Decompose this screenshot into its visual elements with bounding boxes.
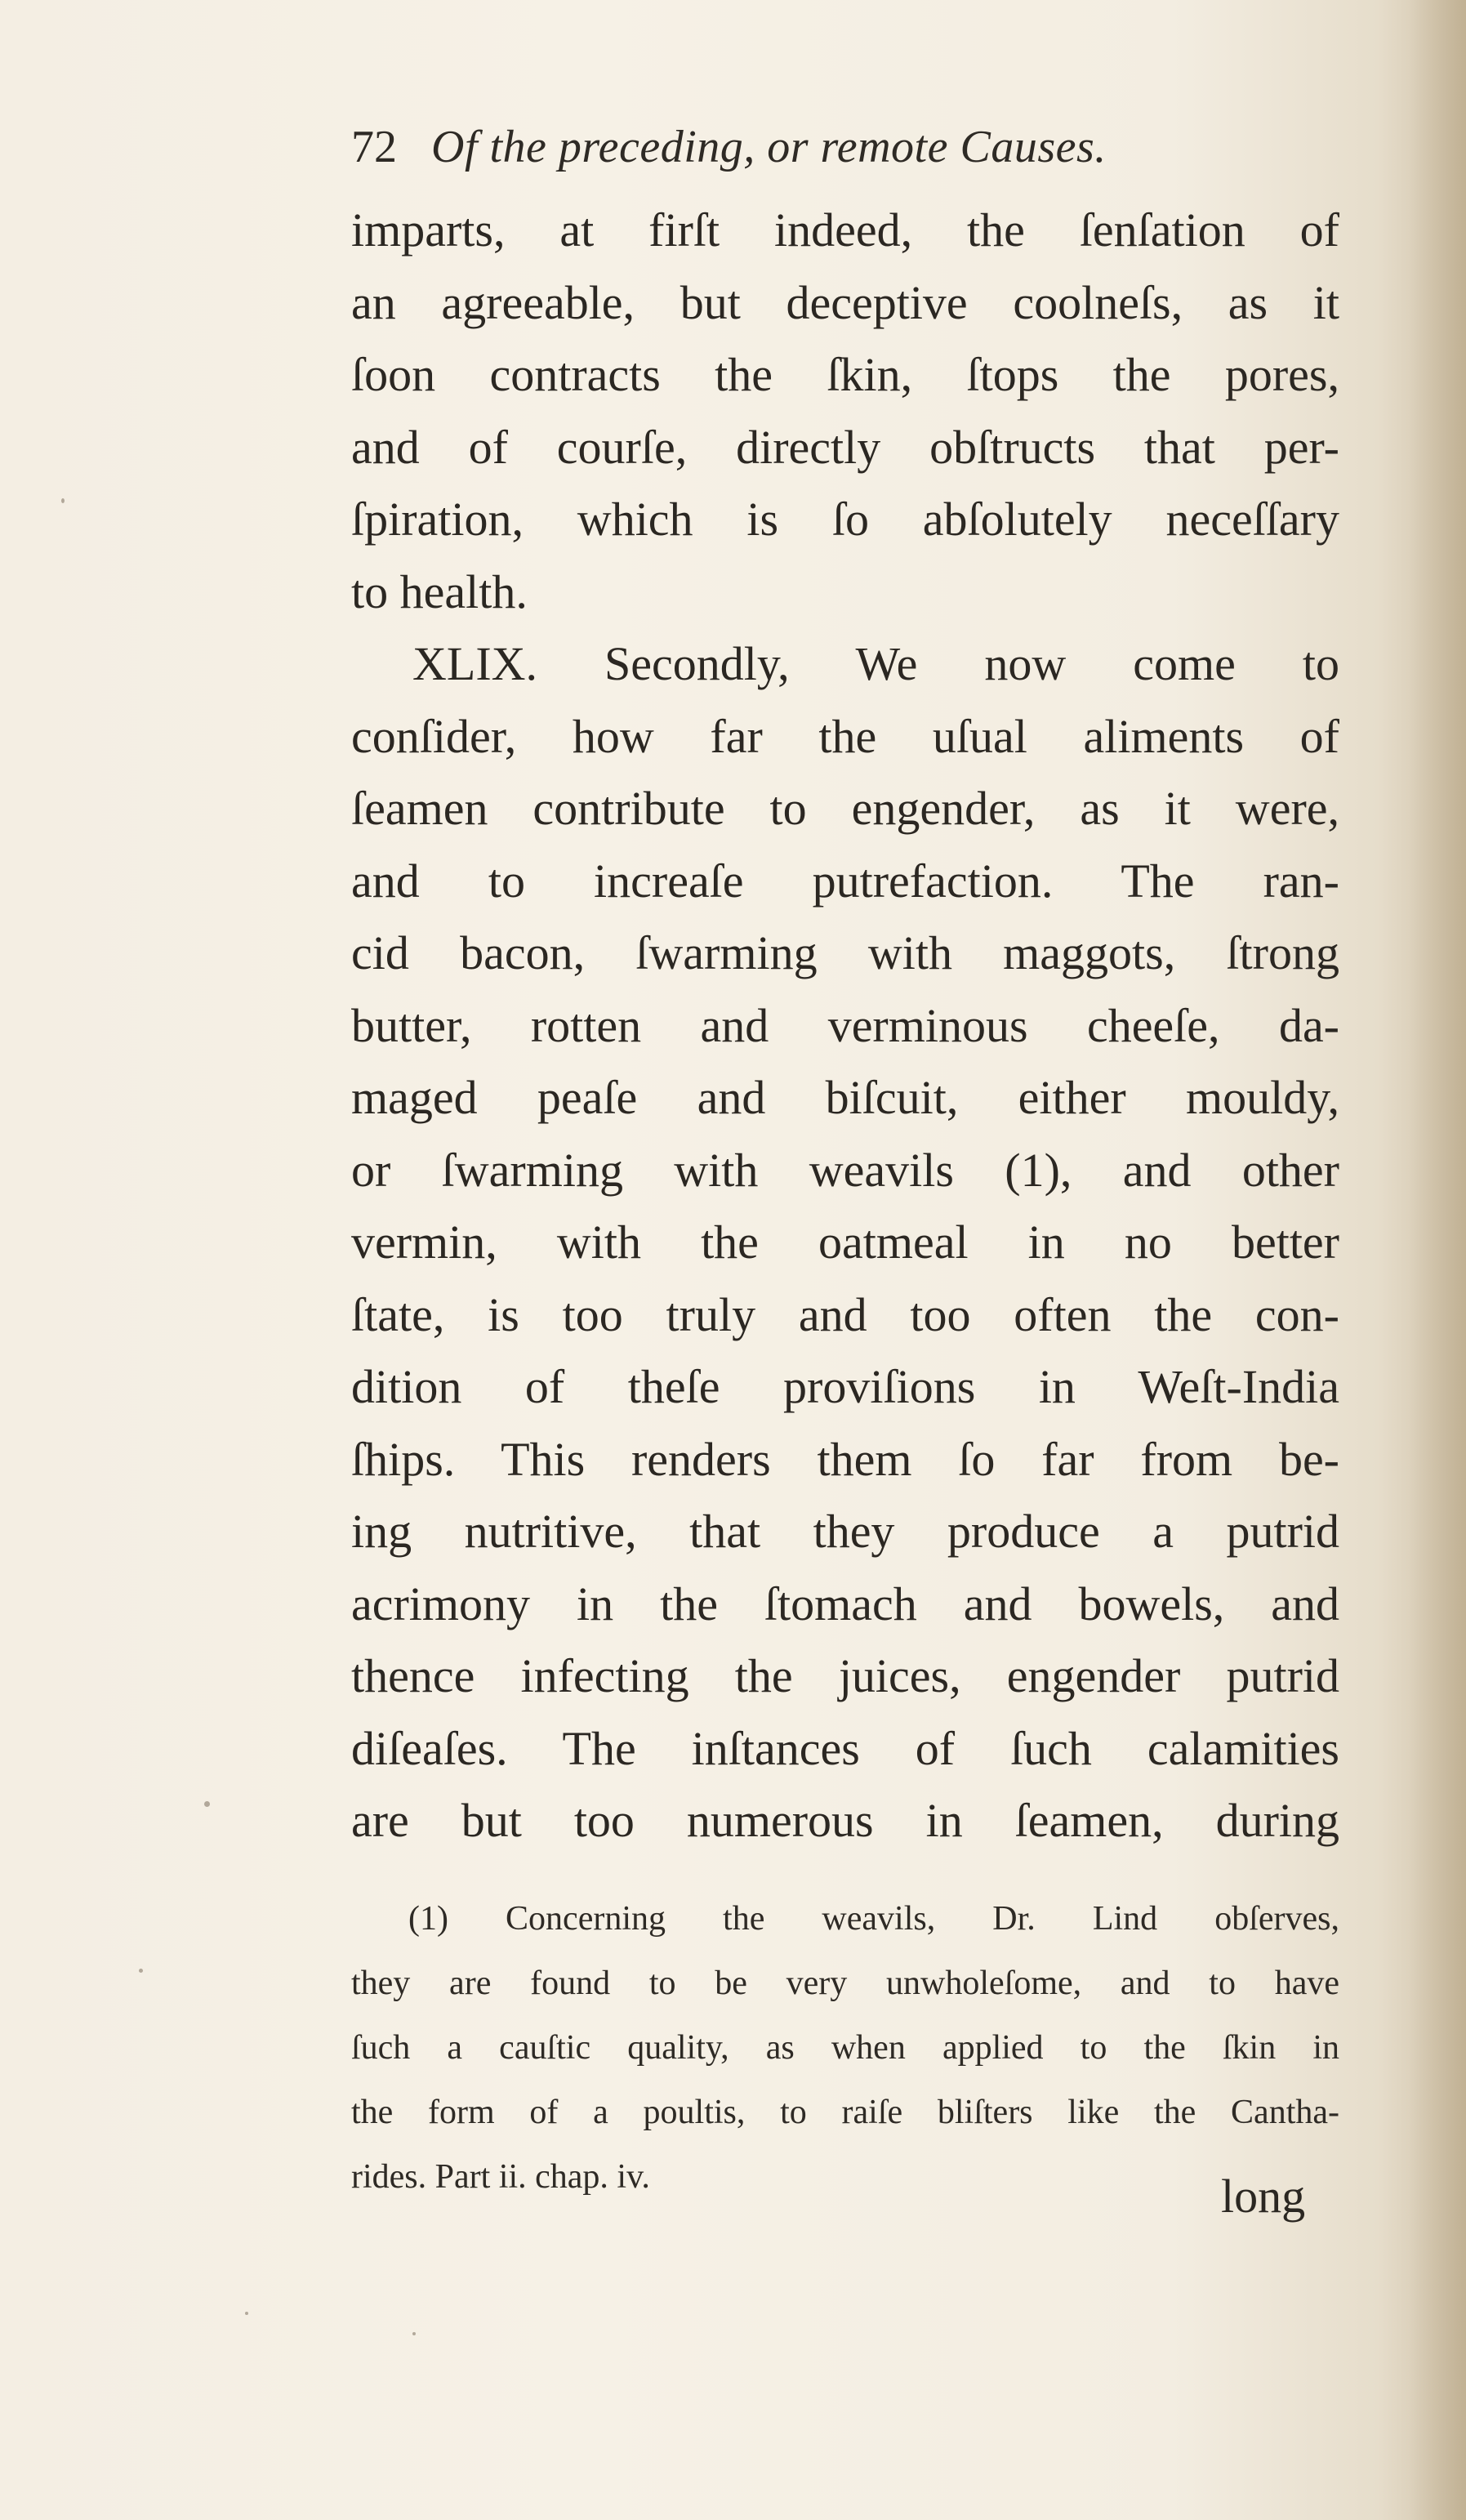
paper-fleck <box>61 498 65 503</box>
body-line: ſoon contracts the ſkin, ſtops the pores, <box>351 348 1339 401</box>
body-line: ing nutritive, that they produce a putrid <box>351 1505 1339 1558</box>
body-line: to health. <box>351 564 528 618</box>
running-head-title: Of the preceding, or remote Causes. <box>431 122 1107 172</box>
running-header <box>351 121 1331 186</box>
body-line: and to increaſe putrefaction. The ran- <box>351 854 1339 908</box>
body-line: and of courſe, directly obſtructs that per- <box>351 420 1339 474</box>
body-line: maged peaſe and biſcuit, either mouldy, <box>351 1071 1339 1124</box>
footnote-line: ſuch a cauſtic quality, as when applied to the ſkin in <box>351 2029 1339 2067</box>
page-edge-shadow <box>1409 0 1466 2520</box>
footnote-line: they are found to be very unwholeſome, and to have <box>351 1965 1339 2002</box>
body-line: an agreeable, but deceptive coolneſs, as it <box>351 275 1339 329</box>
body-line: imparts, at firſt indeed, the ſenſation of <box>351 203 1339 256</box>
body-line: ſpiration, which is ſo abſolutely neceſſary <box>351 493 1339 546</box>
paper-fleck <box>412 2332 416 2335</box>
body-line: ſhips. This renders them ſo far from be- <box>351 1432 1339 1486</box>
body-line: ſtate, is too truly and too often the con- <box>351 1287 1339 1341</box>
body-line: or ſwarming with weavils (1), and other <box>351 1143 1339 1197</box>
body-text <box>351 194 1339 1858</box>
body-line: acrimony in the ſtomach and bowels, and <box>351 1577 1339 1630</box>
footnote-line: rides. Part ii. chap. iv. <box>351 2158 650 2196</box>
page-number: 72 <box>351 122 397 172</box>
body-line: dition of theſe proviſions in Weſt-India <box>351 1360 1339 1413</box>
body-line: diſeaſes. The inſtances of ſuch calamities <box>351 1721 1339 1775</box>
body-line: butter, rotten and verminous cheeſe, da- <box>351 998 1339 1052</box>
paper-fleck <box>245 2312 248 2315</box>
footnote-line: the form of a poultis, to raiſe bliſters like the Cantha- <box>351 2094 1339 2131</box>
body-line: thence infecting the juices, engender putrid <box>351 1649 1339 1702</box>
section-heading-line: XLIX. Secondly, We now come to <box>412 637 1339 690</box>
paper-fleck <box>139 1969 143 1973</box>
body-line: are but too numerous in ſeamen, during <box>351 1794 1339 1847</box>
catchword: long <box>1221 2170 1306 2223</box>
footnote <box>351 1887 1339 2210</box>
body-line: cid bacon, ſwarming with maggots, ſtrong <box>351 926 1339 979</box>
body-line: ſeamen contribute to engender, as it were, <box>351 782 1339 835</box>
footnote-line: (1) Concerning the weavils, Dr. Lind obſerves, <box>408 1900 1339 1938</box>
paper-fleck <box>204 1801 210 1807</box>
body-line: conſider, how far the uſual aliments of <box>351 709 1339 763</box>
body-line: vermin, with the oatmeal in no better <box>351 1215 1339 1269</box>
